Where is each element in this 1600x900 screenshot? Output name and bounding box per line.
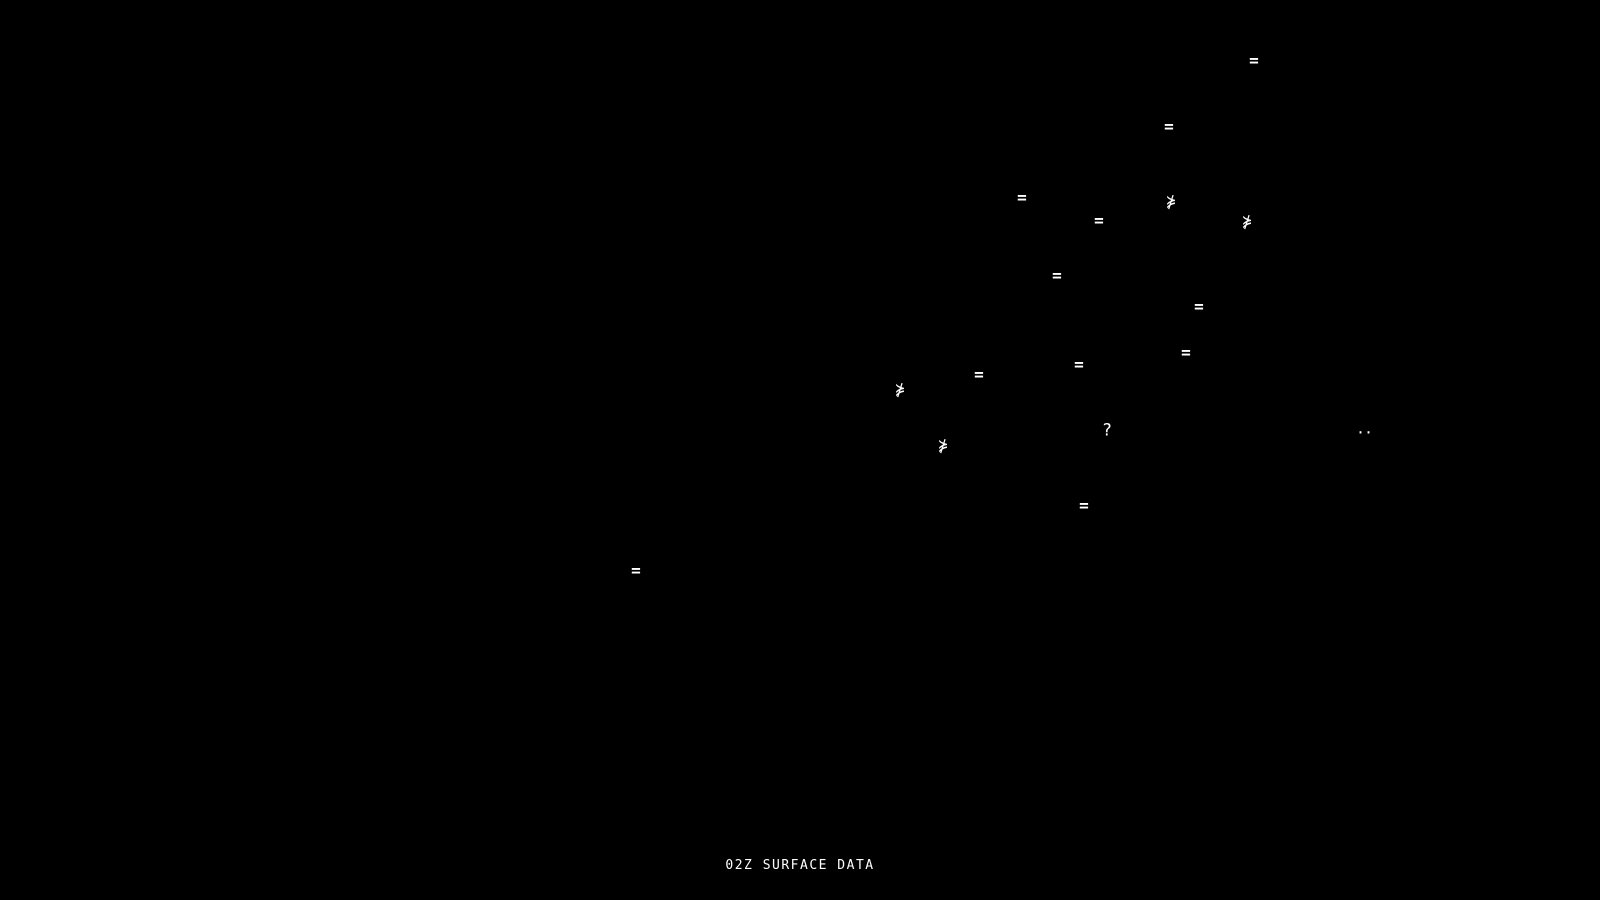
station-plot-s15: ⋡ (938, 436, 948, 455)
map-title-label: 02Z SURFACE DATA (725, 858, 875, 873)
station-plot-s12: ⋡ (895, 380, 905, 399)
station-plot-s03: = (1017, 188, 1027, 207)
station-plot-s09: = (1181, 343, 1191, 362)
station-plot-s05: = (1094, 211, 1104, 230)
station-plot-s14: ·· (1355, 423, 1373, 442)
station-plot-s17: = (631, 561, 641, 580)
station-plot-s01: = (1249, 51, 1259, 70)
station-plot-s07: = (1052, 266, 1062, 285)
station-plot-s06: ⋡ (1242, 212, 1252, 231)
station-plot-s08: = (1194, 297, 1204, 316)
station-plot-s16: = (1079, 496, 1089, 515)
station-plot-s13: ? (1101, 420, 1113, 441)
station-plot-s11: = (974, 365, 984, 384)
station-plot-s10: = (1074, 355, 1084, 374)
station-plot-s02: = (1164, 117, 1174, 136)
station-plot-s04: ⋡ (1166, 192, 1176, 211)
